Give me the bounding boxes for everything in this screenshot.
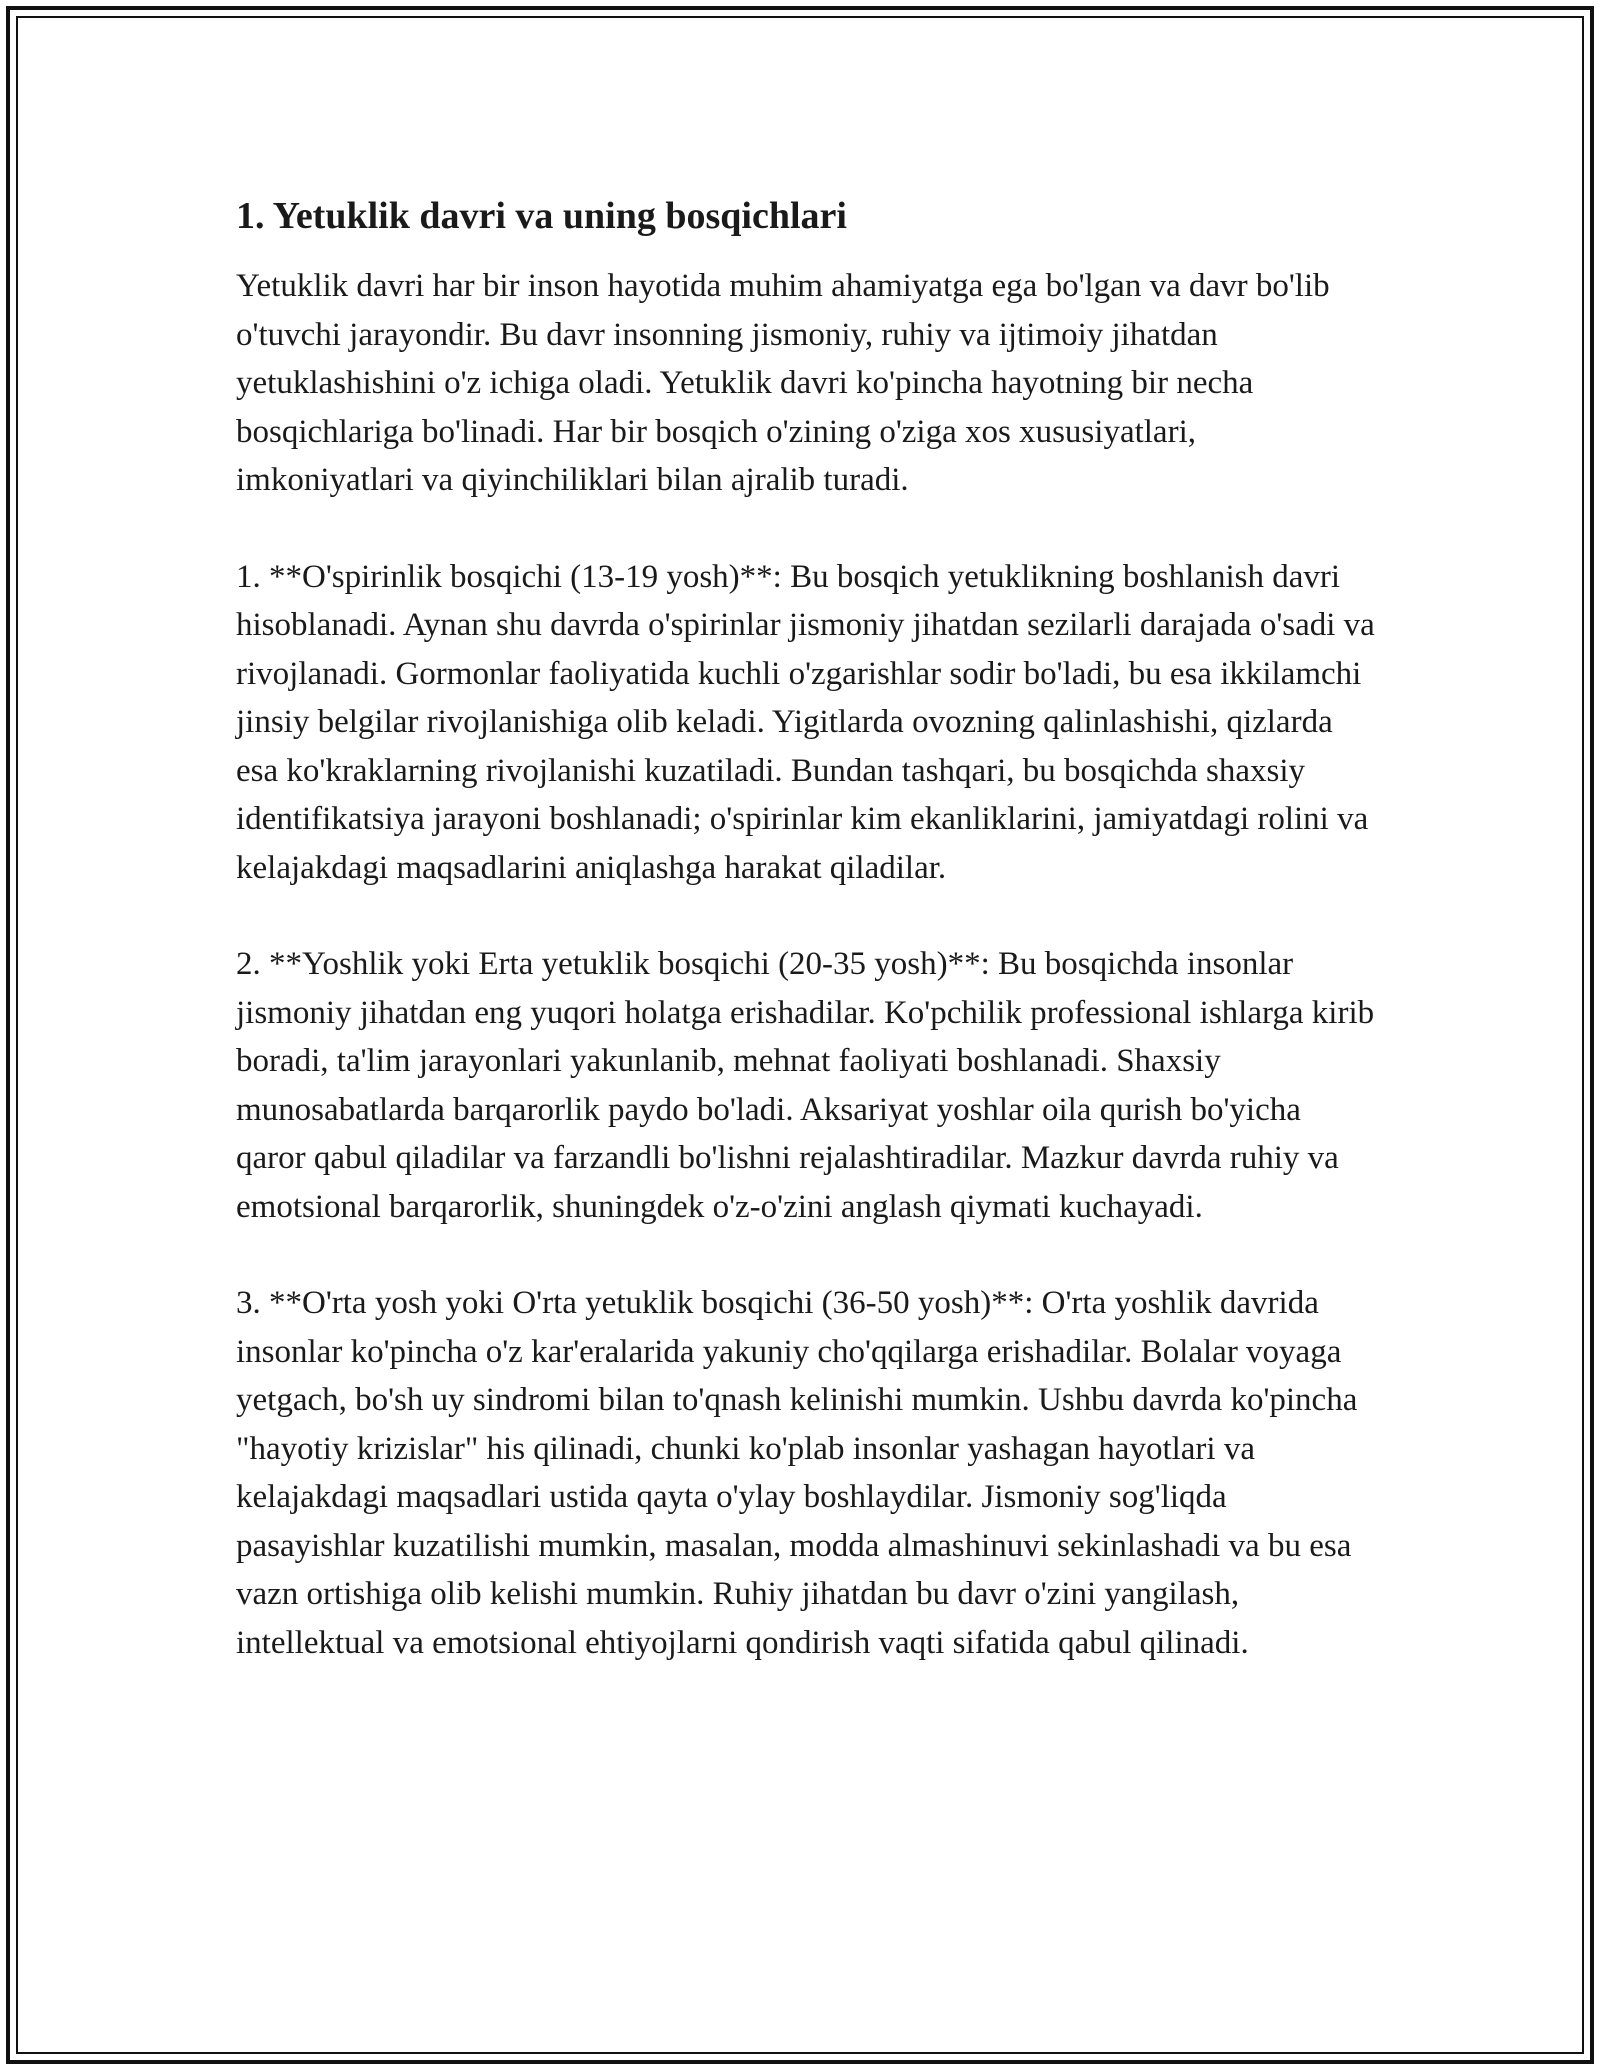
stage-1-paragraph: 1. **O'spirinlik bosqichi (13-19 yosh)**: Bu bosqich yetuklikning boshlanish davri hisoblanadi. Aynan shu davrda o'spirinlar jismoniy jihatdan sezilarli darajada o'sadi va rivojlanadi. Gormonlar faoliyatida kuchli o'zgarishlar sodir bo'ladi, bu esa ikkilamchi jinsiy belgilar rivojlanishiga olib keladi. Yigitlarda ovozning qalinlashishi, qizlarda esa ko'kraklarning rivojlanishi kuzatiladi. Bundan tashqari, bu bosqichda shaxsiy identifikatsiya jarayoni boshlanadi; o'spirinlar kim ekanliklarini, jamiyatdagi rolini va kelajakdagi maqsadlarini aniqlashga harakat qiladilar.: [236, 558, 1375, 886]
stage-3-paragraph: 3. **O'rta yosh yoki O'rta yetuklik bosqichi (36-50 yosh)**: O'rta yoshlik davrida insonlar ko'pincha o'z kar'eralarida yakuniy cho'qqilarga erishadilar. Bolalar voyaga yetgach, bo'sh uy sindromi bilan to'qnash kelinishi mumkin. Ushbu davrda ko'pincha "hayotiy krizislar" his qilinadi, chunki ko'plab insonlar yashagan hayotlari va kelajakdagi maqsadlari ustida qayta o'ylay boshlaydilar. Jismoniy sog'liqda pasayishlar kuzatilishi mumkin, masalan, modda almashinuvi sekinlashadi va bu esa vazn ortishiga olib kelishi mumkin. Ruhiy jihatdan bu davr o'zini yangilash, intellektual va emotsional ehtiyojlarni qondirish vaqti sifatida qabul qilinadi.: [236, 1285, 1358, 1661]
intro-paragraph: Yetuklik davri har bir inson hayotida muhim ahamiyatga ega bo'lgan va davr bo'lib o'tuvchi jarayondir. Bu davr insonning jismoniy, ruhiy va ijtimoiy jihatdan yetuklashishini o'z ichiga oladi. Yetuklik davri ko'pincha hayotning bir necha bosqichlariga bo'linadi. Har bir bosqich o'zining o'ziga xos xususiyatlari, imkoniyatlari va qiyinchiliklari bilan ajralib turadi.: [236, 268, 1330, 498]
stage-2-paragraph: 2. **Yoshlik yoki Erta yetuklik bosqichi (20-35 yosh)**: Bu bosqichda insonlar jismoniy jihatdan eng yuqori holatga erishadilar. Ko'pchilik professional ishlarga kirib boradi, ta'lim jarayonlari yakunlanib, mehnat faoliyati boshlanadi. Shaxsiy munosabatlarda barqarorlik paydo bo'ladi. Aksariyat yoshlar oila qurish bo'yicha qaror qabul qiladilar va farzandli bo'lishni rejalashtiradilar. Mazkur davrda ruhiy va emotsional barqarorlik, shuningdek o'z-o'zini anglash qiymati kuchayadi.: [236, 946, 1375, 1225]
document-body: [236, 190, 1376, 1715]
document-title: 1. Yetuklik davri va uning bosqichlari: [236, 195, 847, 237]
